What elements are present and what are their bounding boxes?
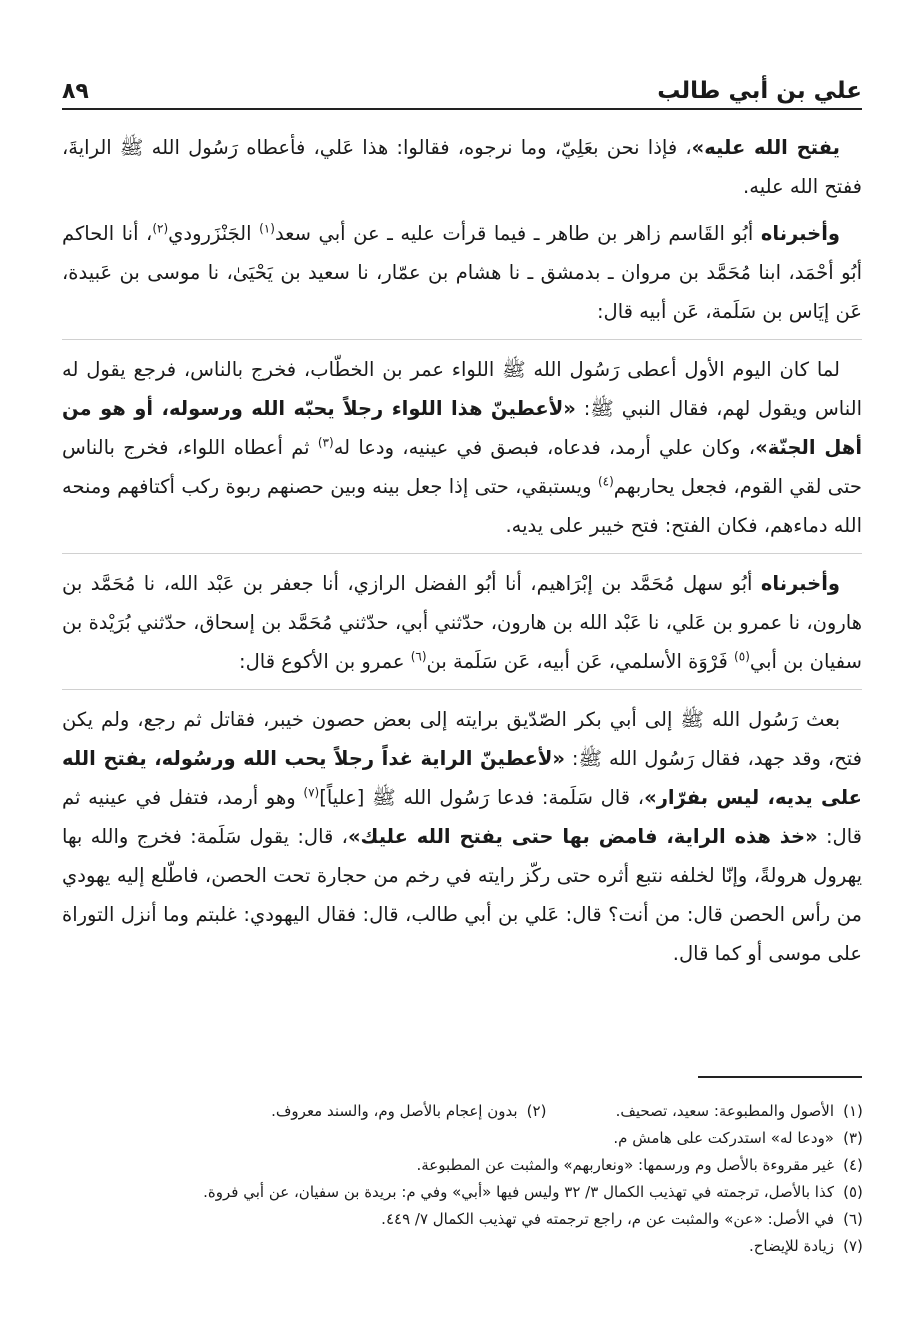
text-run: ثم أعطاه اللواء، فخرج بالناس حتى لقي القوم، فجعل يحاربهم — [62, 436, 862, 498]
text-run: ، قال سَلَمة: فدعا رَسُول الله ﷺ [علياً] — [319, 786, 645, 809]
footnote-marker: (٤) — [597, 474, 614, 489]
text-run: ، قال: يقول سَلَمة: فخرج والله بها يهرول هرولةً، وإنّا لخلفه نتبع أثره حتى ركّز رايته في رخم من حجارة تحت الحصن، فاطّلع إليه يهودي من رأس الحصن قال: من أنت؟ قال: عَلي بن أبي طالب، قال: فقال اليهودي: غلبتم وما أنزل التوراة على موسى أو كما قال. — [62, 825, 862, 965]
footnote-marker: (١) — [259, 221, 275, 236]
footnote-number: (٦) — [843, 1210, 863, 1228]
footnote-row — [62, 1179, 872, 1206]
footnote-text: غير مقروءة بالأصل وم ورسمها: «ونعاربهم» والمثبت عن المطبوعة. — [416, 1156, 834, 1174]
bold-text-run: وأخبرناه — [760, 572, 840, 595]
footnote-text: بدون إعجام بالأصل وم، والسند معروف. — [271, 1102, 518, 1120]
footnote-text: كذا بالأصل، ترجمته في تهذيب الكمال ٣/ ٣٢ وليس فيها «أبي» وفي م: بريدة بن سفيان، عن أبي فروة. — [203, 1183, 834, 1201]
footnote-marker: (٦) — [410, 649, 427, 664]
footnote-row — [62, 1233, 872, 1260]
bold-text-run: وأخبرناه — [760, 222, 840, 245]
text-run: ، فإذا نحن بعَلِيّ، وما نرجوه، فقالوا: هذا عَلي، فأعطاه رَسُول الله ﷺ الرايةَ، ففتح الله عليه. — [62, 136, 862, 198]
running-title: علي بن أبي طالب — [657, 78, 862, 104]
footnote-number: (٢) — [526, 1102, 547, 1120]
footnote-text: الأصول والمطبوعة: سعيد، تصحيف. — [615, 1102, 834, 1120]
paragraph — [62, 564, 862, 681]
footnote-marker: (٥) — [734, 649, 750, 664]
footnote-number: (٧) — [843, 1237, 863, 1255]
footnote-text: «ودعا له» استدركت على هامش م. — [613, 1129, 834, 1147]
footnote-row — [62, 1152, 872, 1179]
page-number: ٨٩ — [62, 79, 89, 104]
paragraph-separator — [62, 689, 862, 690]
footnotes — [62, 1098, 872, 1260]
text-run: عمرو بن الأكوع قال: — [239, 650, 411, 673]
paragraph — [62, 128, 862, 206]
text-run: فَرْوَة الأسلمي، عَن أبيه، عَن سَلَمة بن — [426, 650, 735, 673]
text-run: لما كان اليوم الأول أعطى رَسُول الله ﷺ اللواء عمر بن الخطّاب، فخرج بالناس، فرجع يقول له الناس ويقول لهم، فقال النبي ﷺ: — [62, 358, 862, 420]
footnote-pair — [271, 1098, 555, 1125]
bold-text-run: يفتح الله عليه» — [691, 136, 840, 159]
running-header — [62, 68, 862, 110]
paragraph-separator — [62, 339, 862, 340]
bold-text-run: «لأعطينّ الراية غداً رجلاً يحب الله ورسُوله، يفتح الله على يديه، ليس بفرّار» — [62, 747, 862, 809]
text-run: وهو أرمد، فتفل في عينيه ثم قال: — [62, 786, 862, 848]
footnote-number: (٣) — [843, 1129, 863, 1147]
bold-text-run: «لأعطينّ هذا اللواء رجلاً يحبّه الله ورسوله، أو هو من أهل الجنّة» — [62, 397, 863, 459]
footnote-number: (٥) — [843, 1183, 863, 1201]
text-run: أبُو القَاسم زاهر بن طاهر ـ فيما قرأت عليه ـ عن أبي سعد — [274, 222, 761, 245]
footnote-number: (١) — [843, 1102, 863, 1120]
paragraph — [62, 700, 862, 973]
paragraph-separator — [62, 553, 862, 554]
footnote-row — [62, 1206, 872, 1233]
footnote-marker: (٣) — [317, 435, 334, 450]
footnote-row — [62, 1125, 872, 1152]
text-run: ، أنا الحاكم أبُو أحْمَد، ابنا مُحَمَّد بن مروان ـ بدمشق ـ نا هشام بن عمّار، نا سعيد بن يَحْيَىٰ، نا موسى بن عَبيدة، عَن إيَاس بن سَلَمة، عَن أبيه قال: — [62, 222, 862, 323]
footnote-marker: (٢) — [152, 221, 169, 236]
footnote-text: زيادة للإيضاح. — [748, 1237, 834, 1255]
footnote-number: (٤) — [843, 1156, 863, 1174]
bold-text-run: «خذ هذه الراية، فامض بها حتى يفتح الله عليك» — [347, 825, 818, 848]
footnote-rule — [698, 1076, 862, 1078]
body-text — [62, 128, 862, 981]
text-run: الجَنْزَرودي — [168, 222, 260, 245]
footnote-row — [62, 1098, 872, 1125]
text-run: ، وكان علي أرمد، فدعاه، فبصق في عينيه، ودعا له — [333, 436, 756, 459]
text-run: ويستبقي، حتى إذا جعل بينه وبين حصنهم ربوة ركب أكتافهم ومنحه الله دماءهم، فكان الفتح: فتح خيبر على يديه. — [62, 475, 862, 537]
footnote-text: في الأصل: «عن» والمثبت عن م، راجع ترجمته في تهذيب الكمال ٧/ ٤٤٩. — [381, 1210, 834, 1228]
paragraph — [62, 350, 862, 545]
paragraph — [62, 214, 862, 331]
text-run: أبُو سهل مُحَمَّد بن إبْرَاهيم، أنا أبُو الفضل الرازي، أنا جعفر بن عَبْد الله، نا مُحَمَّد بن هارون، نا عمرو بن عَلي، نا عَبْد الله بن هارون، حدّثني أبي، حدّثني مُحَمَّد بن إسحاق، حدّثني بُرَيْدة بن سفيان بن أبي — [62, 572, 862, 673]
footnote-marker: (٧) — [303, 785, 320, 800]
text-run: بعث رَسُول الله ﷺ إلى أبي بكر الصّدّيق برايته إلى بعض حصون خيبر، فقاتل ثم رجع، ولم يكن فتح، وقد جهد، فقال رَسُول الله ﷺ: — [62, 708, 862, 770]
